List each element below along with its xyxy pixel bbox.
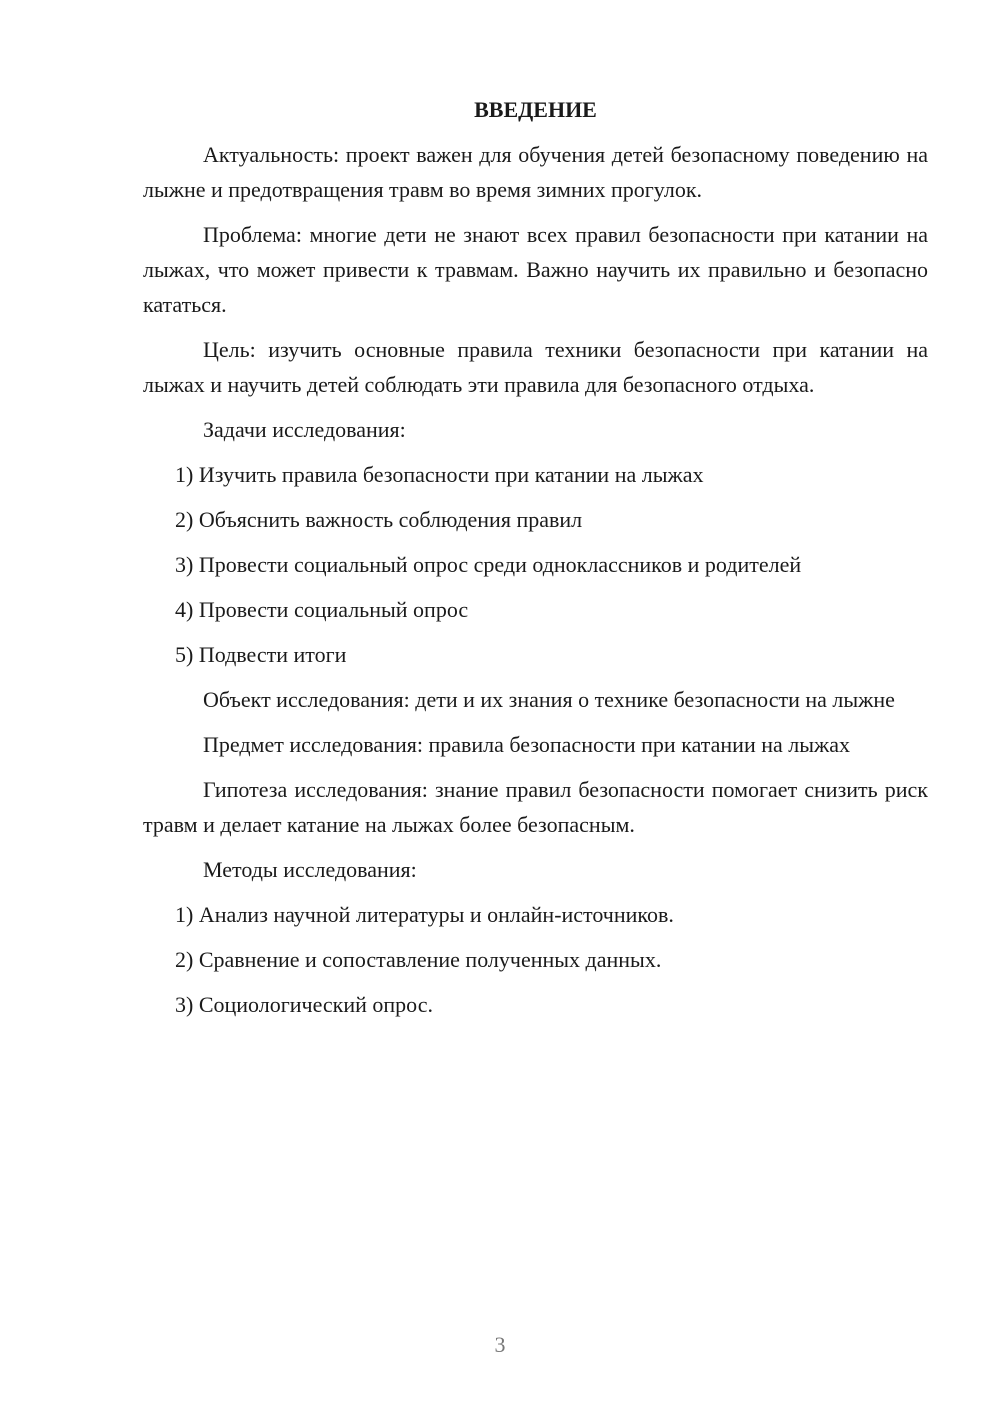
- object-paragraph: Объект исследования: дети и их знания о технике безопасности на лыжне: [203, 687, 895, 712]
- tasks-list: [143, 457, 928, 672]
- section-title: ВВЕДЕНИЕ: [474, 97, 597, 122]
- list-item: 4) Провести социальный опрос: [175, 597, 469, 622]
- subject-paragraph: Предмет исследования: правила безопасности при катании на лыжах: [203, 732, 850, 757]
- methods-list: [143, 897, 928, 1022]
- list-item: 2) Объяснить важность соблюдения правил: [175, 507, 583, 532]
- list-item: 1) Изучить правила безопасности при катании на лыжах: [175, 462, 704, 487]
- page-number: 3: [494, 1332, 506, 1357]
- list-item: 2) Сравнение и сопоставление полученных данных.: [175, 947, 662, 972]
- methods-heading: Методы исследования:: [203, 857, 417, 882]
- document-page: [143, 92, 928, 1032]
- list-item: 3) Социологический опрос.: [175, 992, 433, 1017]
- list-item: 5) Подвести итоги: [175, 642, 347, 667]
- tasks-heading: Задачи исследования:: [203, 417, 406, 442]
- list-item: 1) Анализ научной литературы и онлайн-источников.: [175, 902, 674, 927]
- problem-paragraph: Проблема: многие дети не знают всех правил безопасности при катании на лыжах, что может привести к травмам. Важно научить их правильно и безопасно кататься.: [143, 222, 928, 317]
- list-item: 3) Провести социальный опрос среди одноклассников и родителей: [175, 552, 802, 577]
- hypothesis-paragraph: Гипотеза исследования: знание правил безопасности помогает снизить риск травм и делает катание на лыжах более безопасным.: [143, 777, 928, 837]
- goal-paragraph: Цель: изучить основные правила техники безопасности при катании на лыжах и научить детей соблюдать эти правила для безопасного отдыха.: [143, 337, 928, 397]
- relevance-paragraph: Актуальность: проект важен для обучения детей безопасному поведению на лыжне и предотвращения травм во время зимних прогулок.: [143, 142, 928, 202]
